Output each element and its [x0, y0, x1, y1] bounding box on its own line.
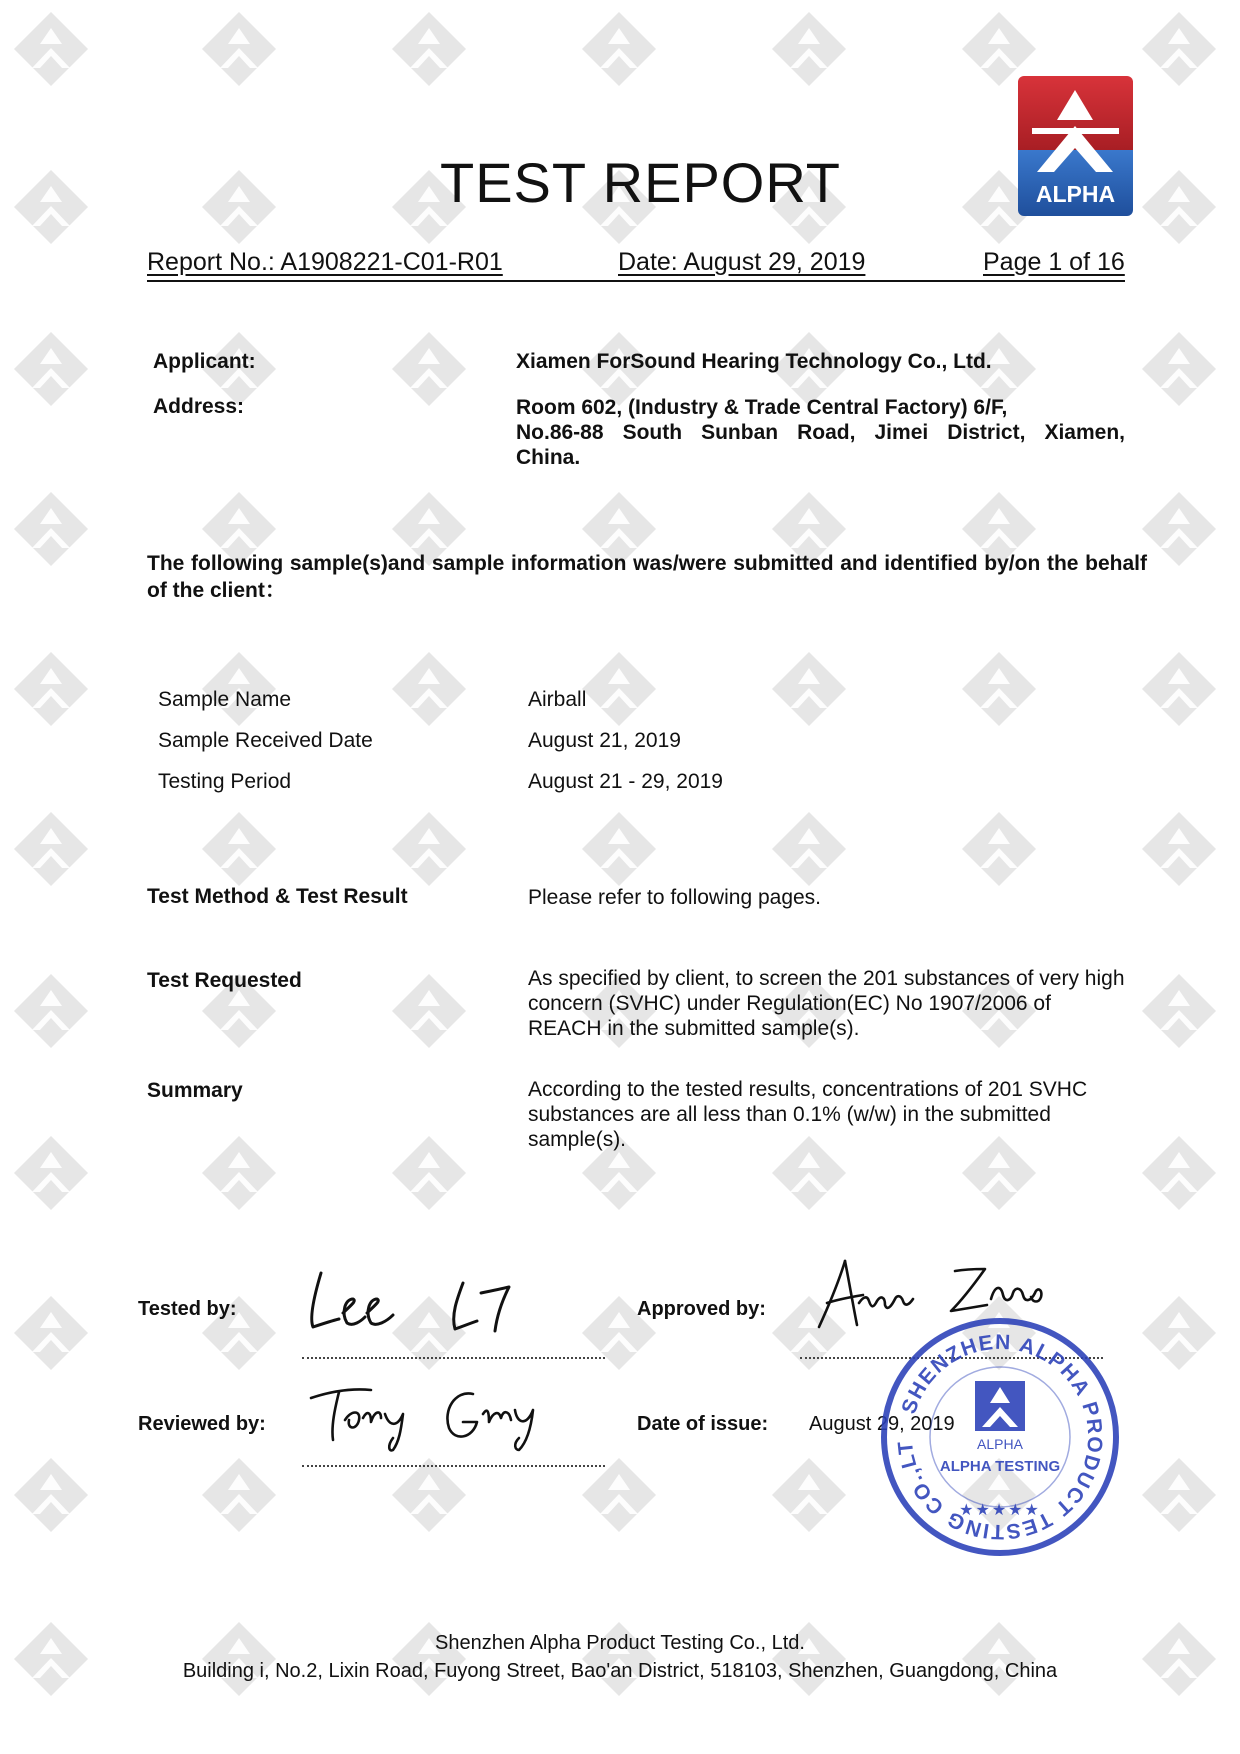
header-rule [147, 280, 1125, 282]
intro-paragraph: The following sample(s)and sample information was/were submitted and identified by/on the behalf of the client： [147, 552, 1147, 602]
applicant-value: Xiamen ForSound Hearing Technology Co., Ltd. [516, 350, 992, 373]
testing-period-label: Testing Period [158, 770, 292, 793]
footer-company: Shenzhen Alpha Product Testing Co., Ltd. [435, 1632, 805, 1654]
logo-text: ALPHA [1035, 181, 1116, 207]
received-date-label: Sample Received Date [158, 729, 373, 752]
address-line: Room 602, (Industry & Trade Central Factory) 6/F, [516, 396, 1008, 419]
page-title: TEST REPORT [440, 151, 842, 214]
report-date: Date: August 29, 2019 [618, 248, 866, 276]
testing-period-value: August 21 - 29, 2019 [528, 770, 723, 793]
tested-by-label: Tested by: [138, 1298, 237, 1320]
approved-by-label: Approved by: [637, 1298, 766, 1320]
address-line: China. [516, 446, 581, 469]
date-of-issue-value: August 29, 2019 [809, 1413, 955, 1435]
alpha-logo [1018, 76, 1133, 216]
address-value [516, 395, 1125, 470]
sample-name-value: Airball [528, 688, 587, 711]
address-label: Address: [153, 395, 245, 418]
reviewed-by-signature [305, 1380, 545, 1455]
footer-address: Building i, No.2, Lixin Road, Fuyong Street, Bao'an District, 518103, Shenzhen, Guangdong, China [182, 1660, 1058, 1682]
test-requested-value: As specified by client, to screen the 201 substances of very high concern (SVHC) under Regulation(EC) No 1907/2006 of REACH in the submitted sample(s). [528, 967, 1125, 1040]
test-requested-label: Test Requested [147, 969, 302, 992]
page-number: Page 1 of 16 [983, 248, 1125, 276]
test-method-label: Test Method & Test Result [147, 885, 408, 908]
tested-by-signature [305, 1265, 545, 1335]
test-method-value: Please refer to following pages. [528, 886, 822, 909]
address-line: No.86-88 South Sunban Road, Jimei District, Xiamen, [516, 421, 1125, 444]
sample-name-label: Sample Name [158, 688, 292, 711]
tested-by-line [302, 1357, 605, 1359]
summary-label: Summary [147, 1079, 243, 1102]
applicant-label: Applicant: [153, 350, 256, 373]
seal-logo-text: ALPHA [977, 1436, 1023, 1452]
company-seal [878, 1315, 1122, 1559]
seal-center-text: ALPHA TESTING [939, 1458, 1061, 1475]
report-number: Report No.: A1908221-C01-R01 [147, 248, 503, 276]
seal-stars: ★★★★★ [959, 1500, 1041, 1519]
reviewed-by-line [302, 1465, 605, 1467]
seal-ring-text: SHENZHEN ALPHA PRODUCT TESTING CO.,LT [893, 1330, 1107, 1544]
received-date-value: August 21, 2019 [528, 729, 681, 752]
date-of-issue-label: Date of issue: [637, 1413, 769, 1435]
reviewed-by-label: Reviewed by: [138, 1413, 266, 1435]
summary-value: According to the tested results, concentrations of 201 SVHC substances are all less than 0.1% (w/w) in the submitted sample(s). [528, 1078, 1088, 1151]
